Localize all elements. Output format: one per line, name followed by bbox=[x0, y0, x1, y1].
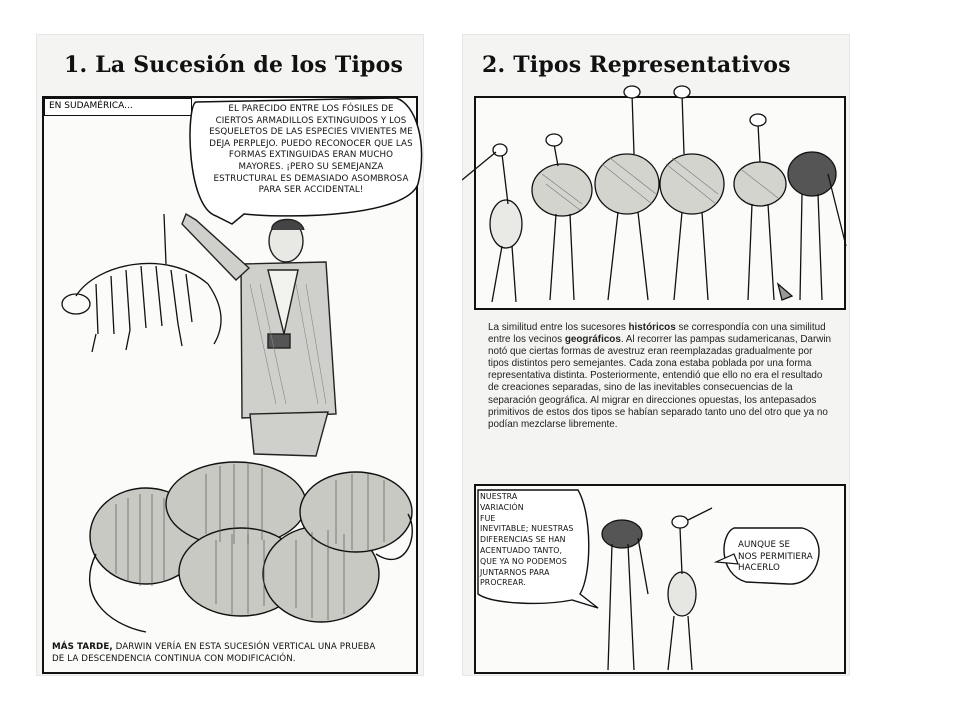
darwin-armadillo-illustration bbox=[36, 34, 424, 676]
speech-left-text: NUESTRA VARIACIÓN FUE INEVITABLE; NUESTRAS DIFERENCIAS SE HAN ACENTUADO TANTO, QUE YA NO PODEMOS JUNTARNOS PARA PROCREAR. bbox=[480, 492, 574, 588]
left-comic-page bbox=[36, 34, 424, 676]
left-speech-text: EL PARECIDO ENTRE LOS FÓSILES DE CIERTOS ARMADILLOS EXTINGUIDOS Y LOS ESQUELETOS DE LAS ESPECIES VIVIENTES ME DEJA PERPLEJO. PUEDO RECONOCER QUE LAS FORMAS EXTINGUIDAS ERAN MUCHO MAYORES. ¡PERO SU SEMEJANZA ESTRUCTURAL ES DEMASIADO ASOMBROSA PARA SER ACCIDENTAL! bbox=[209, 104, 413, 196]
speech-right-text: AUNQUE SE NOS PERMITIERA HACERLO bbox=[738, 540, 813, 574]
left-footer-caption: MÁS TARDE, DARWIN VERÍA EN ESTA SUCESIÓN VERTICAL UNA PRUEBA DE LA DESCENDENCIA CONTINUA CON MODIFICACIÓN. bbox=[52, 642, 376, 664]
left-page-title: 1. La Sucesión de los Tipos bbox=[64, 52, 404, 78]
right-comic-page bbox=[462, 34, 850, 676]
left-caption-text: EN SUDAMÉRICA... bbox=[49, 101, 133, 111]
right-page-title: 2. Tipos Representativos bbox=[482, 52, 791, 78]
paragraph-text: La similitud entre los sucesores históricos se correspondía con una similitud entre los vecinos geográficos. Al recorrer las pampas sudamericanas, Darwin notó que ciertas formas de avestruz eran reemplazadas gradualmente por tipos distintos pero semejantes. Cada zona estaba poblada por una forma representativa distinta. Posteriormente, entendió que ello no era el resultado de creaciones separadas, sino de las inevitables consecuencias de la separación geográfica. Al migrar en direcciones opuestas, los antepasados primitivos de estos dos tipos se habían separado tanto uno del otro que ya no podían mezclarse libremente. bbox=[488, 322, 832, 430]
